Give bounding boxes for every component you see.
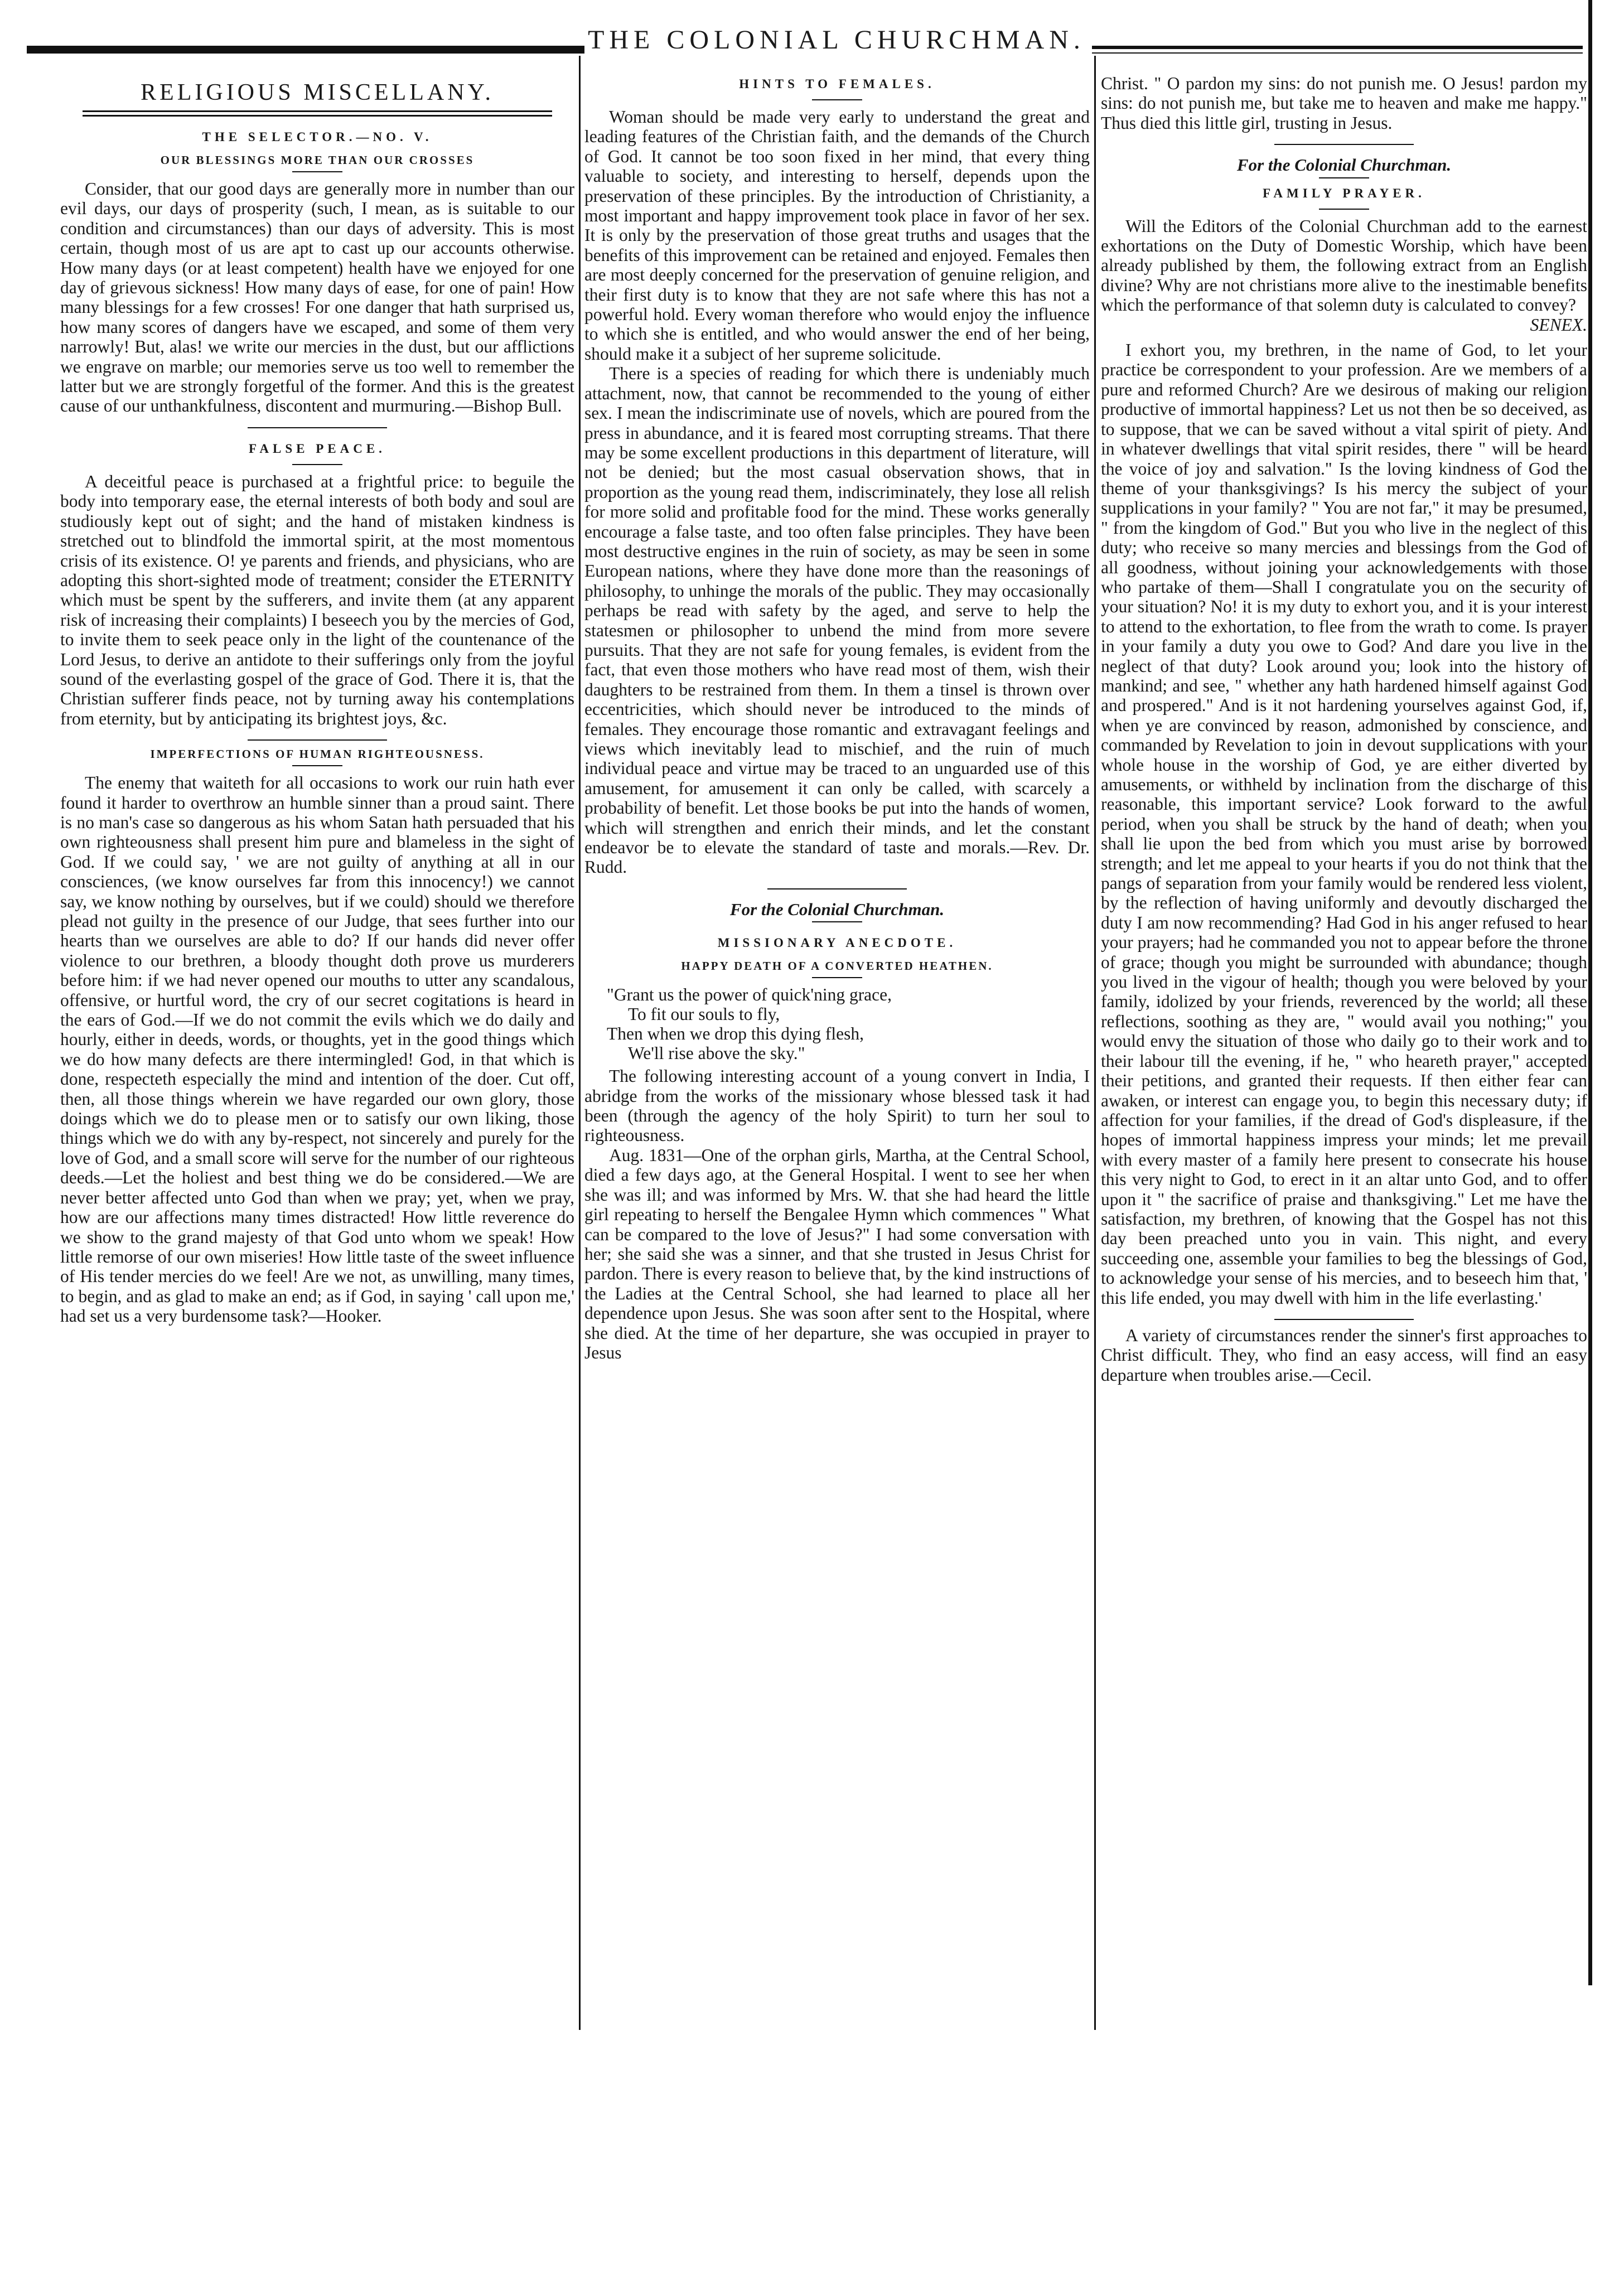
divider <box>292 464 342 465</box>
selector-subheader: OUR BLESSINGS MORE THAN OUR CROSSES <box>160 153 475 167</box>
column-2 <box>584 74 1090 2081</box>
divider <box>767 888 907 889</box>
for-colonial-churchman: For the Colonial Churchman. <box>729 899 945 919</box>
divider <box>1274 1319 1414 1320</box>
hints-paragraph-2: There is a species of reading for which there is undeniably much attachment, now, that cannot be recommended to the young of either sex. I mean the indiscriminate use of novels, which are poured from the press in abundance, and it is feared most corrupting streams. That there may be some excellent productions in this department of literature, will not be denied; but the most casual observation shows, that in proportion as the young read them, indiscriminately, they lose all relish for more solid and profitable food for the mind. These works generally encourage a false taste, and too often false principles. They have been most destructive engines in the ruin of society, as may be seen in some European nations, where they have done more than the reasonings of philosophy, to unhinge the morals of the public. They may occasionally perhaps be read with safety by the aged, and serve to help the statesmen or philosopher to unbend the mind from more severe pursuits. That they are not safe for young females, is evident from the fact, that even those mothers who have read most of them, wish their daughters to be restrained from them. In them a tinsel is thrown over eccentricities, which should never be introduced to the minds of females. They encourage those romantic and extravagant feelings and views which inevitably lead to mischief, and the ruin of much individual peace and virtue may be traced to an unguarded use of this amusement, for amusement it can only be called, with scarcely a probability of benefit. Let those books be put into the hands of women, which will strengthen and enrich their minds, and let the constant endeavor be to elevate the standard of taste and morals.—Rev. Dr. Rudd. <box>584 364 1090 877</box>
hints-paragraph-1: Woman should be made very early to understand the great and leading features of the Christian faith, and the demands of the Church of God. It cannot be too soon fixed in her mind, that every thing valuable to society, and interesting to herself, depends upon the preservation of these principles. By the introduction of Christianity, a most important and happy improvement took place in favor of her sex. It is only by the preservation of those great truths and usages that the benefits of this improvement can be retained and enjoyed. Females then are most deeply concerned for the preservation of genuine religion, and their first duty is to know that they are not safe where this has not a powerful hold. Every woman therefore who would enjoy the influence to which she is entitled, and who would answer the end of her being, should make it a subject of her supreme solicitude. <box>584 107 1090 364</box>
right-border <box>1588 0 1592 1985</box>
top-rule-left <box>27 46 584 54</box>
divider <box>248 427 387 428</box>
section-title-rule <box>83 110 552 117</box>
cecil-quote: A variety of circumstances render the sinner's first approaches to Christ difficult. They, who find an easy access, will find an easy departure when troubles arise.—Cecil. <box>1101 1325 1587 1385</box>
verse-line: Then when we drop this dying flesh, <box>607 1024 864 1044</box>
missionary-intro: The following interesting account of a young convert in India, I abridge from the works of the missionary whose blessed task it had been (through the agency of the holy Spirit) to turn her soul to righteousness. <box>584 1066 1090 1145</box>
column-1 <box>60 74 574 2081</box>
divider <box>812 977 862 978</box>
hints-header: HINTS TO FEMALES. <box>739 77 935 91</box>
missionary-header: MISSIONARY ANECDOTE. <box>717 936 957 950</box>
divider <box>248 739 387 741</box>
hymn-verse <box>607 985 1090 1063</box>
selector-header: THE SELECTOR.—NO. V. <box>202 130 433 144</box>
family-prayer-header: FAMILY PRAYER. <box>1263 186 1425 200</box>
verse-line: "Grant us the power of quick'ning grace, <box>607 985 892 1005</box>
section-title: RELIGIOUS MISCELLANY. <box>141 80 494 105</box>
column-3 <box>1101 74 1587 2081</box>
verse-line: We'll rise above the sky." <box>628 1043 805 1063</box>
family-prayer-intro: Will the Editors of the Colonial Churchman add to the earnest exhortations on the Duty of Domestic Worship, which have been already published by them, the following extract from an English divine? Why are not christians more alive to the inestimable benefits which the performance of that solemn duty is calculated to convey? <box>1101 216 1587 315</box>
signature: SENEX. <box>1530 315 1587 335</box>
top-rule-right-thin <box>1092 52 1583 54</box>
masthead: THE COLONIAL CHURCHMAN. <box>588 25 1085 55</box>
missionary-continuation: Christ. " O pardon my sins: do not punish me. O Jesus! pardon my sins: do not punish me, but take me to heaven and make me happy." Thus died this little girl, trusting in Jesus. <box>1101 74 1587 133</box>
imperfections-header: IMPERFECTIONS OF HUMAN RIGHTEOUSNESS. <box>150 747 485 761</box>
divider <box>1319 209 1369 210</box>
imperfections-article: The enemy that waiteth for all occasions to work our ruin hath ever found it harder to overthrow an humble sinner than a proud saint. There is no man's case so dangerous as his whom Satan hath persuaded that his own righteousness shall present him pure and blameless in the sight of God. If we could say, ' we are not guilty of anything at all in our consciences, (we know ourselves far from this innocency!) we cannot say, we know nothing by ourselves, but if we could) should we therefore plead not guilty in the presence of our Judge, that sees further into our hearts than we ourselves are able to do? If our hands did never offer violence to our brethren, a bloody thought doth prove us murderers before him: if we had never opened our mouths to utter any scandalous, offensive, or hurtful word, the cry of our secret cogitations is heard in the ears of God.—If we do not commit the evils which we do daily and hourly, either in deeds, words, or thoughts, yet in the good things which we do how many defects are there intermingled! God, in that which is done, respecteth especially the mind and intention of the doer. Cut off, then, all those things wherein we have regarded our own glory, those doings which we do to please men or to satisfy our own liking, those things which we do with any by-respect, not sincerely and purely for the love of God, and a small score will serve for the number of our righteous deeds.—Let the holiest and best thing we do be considered.—We are never better affected unto God than when we pray; yet, when we pray, how are our affections many times distracted! How little reverence do we show to the grand majesty of that God unto whom we speak! How little remorse of our own miseries! How little taste of the sweet influence of His tender mercies do we feel! Are we not, as unwilling, many times, to begin, and as glad to make an end; as if God, in saying ' call upon me,' had set us a very burdensome task?—Hooker. <box>60 773 574 1326</box>
top-rule-right <box>1092 46 1583 49</box>
missionary-account: Aug. 1831—One of the orphan girls, Martha, at the Central School, died a few days ago, at the General Hospital. I went to see her when she was ill; and was informed by Mrs. W. that she had heard the little girl repeating to herself the Bengalee Hymn which commences " What can be compared to the love of Jesus?" I had some conversation with her; she said she was a sinner, and that she trusted in Jesus Christ for pardon. There is every reason to believe that, by the kind instructions of the Ladies at the Central School, she had learned to place all her dependence upon Jesus. She was soon after sent to the Hospital, where she died. At the time of her departure, she was occupied in prayer to Jesus <box>584 1145 1090 1362</box>
divider <box>1274 144 1414 145</box>
column-rule-2 <box>1094 56 1096 2030</box>
verse-line: To fit our souls to fly, <box>628 1004 780 1024</box>
divider <box>812 99 862 100</box>
for-colonial-churchman: For the Colonial Churchman. <box>1236 155 1452 175</box>
family-prayer-article: I exhort you, my brethren, in the name of God, to let your practice be correspondent to your profession. Are we members of a pure and reformed Church? Are we desirous of making our religion productive of immortal happiness? Let us not then be so deceived, as to suppose, that we can be saved without a vital spirit of piety. And in whatever dwellings that vital spirit resides, there " will be heard the voice of joy and salvation." Is the loving kindness of God the theme of your thanksgivings? Is his mercy the subject of your supplications in your family? " You are not far," it may be presumed, " from the kingdom of God." But you who live in the neglect of this duty; who receive so many mercies and blessings from the God of all goodness, without joining your acknowledgements with those who partake of them—Shall I congratulate you on the security of your situation? No! it is my duty to exhort you, and it is your interest to attend to the exhortation, to flee from the wrath to come. Is prayer in your family a duty you owe to God? And dare you live in the neglect of that duty? Look around you; look into the history of mankind; and see, " whether any hath hardened himself against God and prospered." And is it not hardening yourselves against God, if, when ye are convinced by reason, admonished by conscience, and commanded by Revelation to join in devout supplications with your whole house in the worship of God, ye are either diverted by amusements, or withheld by inclination from the discharge of this reasonable, this important service? Look forward to the awful period, when you shall be struck by the hand of death; when you shall lie upon the bed from which you must arise by borrowed strength; and let me appeal to your hearts if you do not think that the pangs of separation from your family would be rendered less violent, by the reflection of having uniformly and devoutly discharged the duty I am now recommending? Had God in his anger refused to hear your prayers; had he commanded you not to appear before the throne of grace; though you might be surrounded with abundance; though you lived in the vigour of health; though you were beloved by your family, idolized by your friends, reverenced by the world; all these reflections, soothing as they are, " would avail you nothing;" you would envy the situation of those who daily go to their work and to their labour till the evening, if he, " who heareth prayer," accepted their petitions, and granted their requests. If then either fear can awaken, or interest can engage you, to begin this necessary duty; if affection for your families, if the dread of God's displeasure, if the hopes of immortal happiness impress your minds; let me prevail with every master of a family here present to consecrate his house this very night to God, to erect in it an altar unto God, and to offer upon it " the sacrifice of praise and thanksgiving." Let me have the satisfaction, my brethren, of knowing that the Gospel has not this day been preached unto you in vain. This night, and every succeeding one, assemble your families to beg the blessings of God, to acknowledge your sense of his mercies, and to beseech him that, ' this life ended, you may dwell with him in the life everlasting.' <box>1101 340 1587 1308</box>
false-peace-header: FALSE PEACE. <box>249 441 386 456</box>
missionary-subheader: HAPPY DEATH OF A CONVERTED HEATHEN. <box>681 959 993 973</box>
divider <box>812 921 862 922</box>
divider <box>292 171 342 172</box>
selector-article: Consider, that our good days are generally more in number than our evil days, our days of prosperity (such, I mean, as is suitable to our condition and circumstances) than our days of adversity. This is most certain, though most of us are apt to cast up our accounts otherwise. How many days (or at least competent) health have we enjoyed for one day of grievous sickness! How many days of ease, for one of pain! How many blessings for a few crosses! For one danger that hath surprised us, how many scores of dangers have we escaped, and some of them very narrowly! But, alas! we write our mercies in the dust, but our afflictions we engrave on marble; our memories serve us too well to remember the latter but we are strongly forgetful of the former. And this is the greatest cause of our unthankfulness, discontent and murmuring.—Bishop Bull. <box>60 179 574 416</box>
divider <box>292 765 342 766</box>
false-peace-article: A deceitful peace is purchased at a frightful price: to beguile the body into temporary ease, the eternal interests of both body and soul are studiously kept out of sight; and the hand of mistaken kindness is stretched out to blindfold the immortal spirit, at the most momentous crisis of its existence. O! ye parents and friends, and physicians, who are adopting this short-sighted mode of treatment; consider the ETERNITY which must be spent by the sufferers, and invite them (at any apparent risk of increasing their complaints) I beseech you by the mercies of God, to invite them to seek peace only in the light of the countenance of the Lord Jesus, to derive an antidote to their sufferings only from the joyful sound of the everlasting gospel of the grace of God. There it is, that the Christian sufferer finds peace, not by turning away his contemplations from eternity, but by anticipating its brightest joys, &c. <box>60 471 574 728</box>
column-rule-1 <box>579 56 581 2030</box>
divider <box>1319 177 1369 178</box>
